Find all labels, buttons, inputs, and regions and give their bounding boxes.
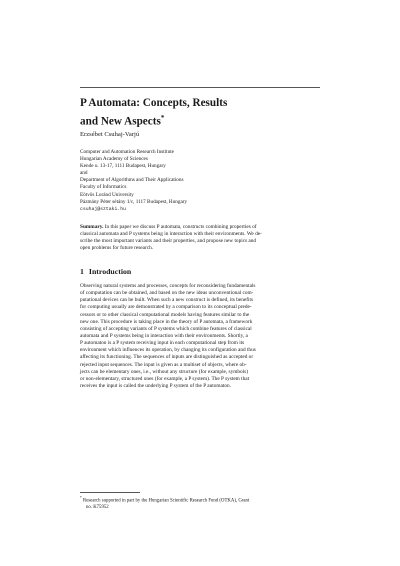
body-line: jects can be elementary ones, i.e., without any structure (for example, symbols) xyxy=(80,368,248,375)
footnote-text: Research supported in part by the Hungarian Scientific Research Fund (OTKA), Grant xyxy=(83,498,250,504)
title-line-1: P Automata: Concepts, Results xyxy=(80,97,228,109)
affiliation-line: Kende u. 13-17, 1111 Budapest, Hungary xyxy=(80,163,166,170)
body-line: consisting of accepting variants of P systems which combine features of classical xyxy=(80,325,252,332)
section-heading xyxy=(80,267,131,276)
body-line: affecting its functioning. The sequences of inputs are distinguished as accepted or xyxy=(80,354,254,361)
summary-line: open problems for future research. xyxy=(80,245,154,252)
section-number: 1 xyxy=(80,267,84,276)
body-line: receives the input is called the underlying P system of the P automaton. xyxy=(80,382,231,389)
top-rule xyxy=(80,87,320,88)
body-line: rejected input sequences. The input is given as a multiset of objects, where ob- xyxy=(80,361,247,368)
section-title: Introduction xyxy=(88,267,132,276)
footnote xyxy=(80,495,320,511)
summary-text: In this paper we discuss P automata, constructs combining properties of xyxy=(104,224,257,230)
summary-label: Summary. xyxy=(80,224,104,230)
footnote-rule xyxy=(80,492,140,493)
affiliation-line: Hungarian Academy of Sciences xyxy=(80,156,148,163)
footnote-line-2: no. K75952 xyxy=(86,505,109,510)
body-line: environment which influences its operation, by changing its configuration and thus xyxy=(80,347,256,354)
body-text xyxy=(80,283,320,390)
body-line: for computing usually are demonstrated by a comparison to its conceptual prede- xyxy=(80,304,252,311)
affiliation-line: Department of Algorithms and Their Applications xyxy=(80,177,184,184)
summary-line-1 xyxy=(80,224,320,231)
body-line: automata and P systems being in interaction with their environments. Shortly, a xyxy=(80,332,248,339)
affiliation-line: Pázmány Péter sétány 1/c, 1117 Budapest, Hungary xyxy=(80,198,188,205)
author-email: csuhaj@sztaki.hu xyxy=(80,206,127,212)
footnote-marker: * xyxy=(80,496,82,500)
body-line: of computation can be obtained, and based on the new ideas unconventional com- xyxy=(80,290,254,297)
paper-title xyxy=(80,96,325,129)
body-line: Observing natural systems and processes, concepts for reconsidering fundamentals xyxy=(80,283,256,289)
author-name: Erzsébet Csuhaj-Varjú xyxy=(80,131,140,138)
title-line-2 xyxy=(80,111,325,129)
affiliation-line: Computer and Automation Research Institute xyxy=(80,149,174,155)
body-line: P automaton is a P system receiving input in each computational step from its xyxy=(80,340,245,347)
summary-block xyxy=(80,224,320,252)
title-line-2-text: and New Aspects xyxy=(80,115,161,128)
footnote-line-1 xyxy=(80,495,320,505)
affiliation-line: Faculty of Informatics xyxy=(80,184,127,191)
body-line: or non-elementary, structured ones (for example, a P system). The P system that xyxy=(80,375,250,382)
affiliation-line: Eötvös Loránd University xyxy=(80,191,134,198)
title-footnote-marker: * xyxy=(160,113,165,122)
body-line: new one. This procedure is taking place in the theory of P automata, a framework xyxy=(80,318,253,325)
body-line: putational devices can be built. When such a new construct is defined, its benefits xyxy=(80,297,254,304)
summary-line: scribe the most important variants and their properties, and propose new topics and xyxy=(80,238,257,245)
summary-line: classical automata and P systems being in interaction with their environments. We de- xyxy=(80,231,262,238)
affiliation-block xyxy=(80,149,330,213)
body-line: cessors or to other classical computational models having features similar to the xyxy=(80,311,250,318)
affiliation-line: and xyxy=(80,170,88,177)
